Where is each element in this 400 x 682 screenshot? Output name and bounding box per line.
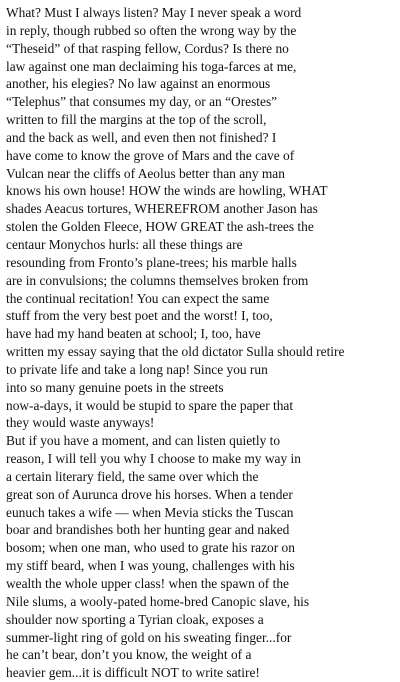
text-line: bosom; when one man, who used to grate his razor on bbox=[6, 540, 295, 556]
text-line: great son of Aurunca drove his horses. When a tender bbox=[6, 486, 293, 502]
text-line: centaur Monychos hurls: all these things are bbox=[6, 236, 243, 252]
text-line: written to fill the margins at the top of the scroll, bbox=[6, 112, 267, 128]
text-line: a certain literary field, the same over which the bbox=[6, 468, 259, 484]
text-line: knows his own house! HOW the winds are howling, WHAT bbox=[6, 183, 328, 199]
text-line: “Telephus” that consumes my day, or an “Orestes” bbox=[6, 94, 278, 110]
text-line: shoulder now sporting a Tyrian cloak, exposes a bbox=[6, 611, 264, 627]
text-line: and the back as well, and even then not finished? I bbox=[6, 129, 277, 145]
text-line: law against one man declaiming his toga-farces at me, bbox=[6, 58, 297, 74]
text-line: wealth the whole upper class! when the spawn of the bbox=[6, 576, 289, 591]
text-line: my stiff beard, when I was young, challenges with his bbox=[6, 558, 295, 574]
text-line: they would waste anyways! bbox=[6, 415, 155, 431]
text-line: now-a-days, it would be stupid to spare the paper that bbox=[6, 397, 294, 413]
text-line: the continual recitation! You can expect the same bbox=[6, 290, 270, 306]
text-line: boar and brandishes both her hunting gear and naked bbox=[6, 522, 290, 538]
text-line: written my essay saying that the old dictator Sulla should retire bbox=[6, 344, 345, 360]
text-line: eunuch takes a wife — when Mevia sticks the Tuscan bbox=[6, 504, 294, 520]
text-line: Nile slums, a wooly-pated home-bred Canopic slave, his bbox=[6, 593, 310, 609]
text-line: are in convulsions; the columns themselves broken from bbox=[6, 272, 309, 288]
text-line: have come to know the grove of Mars and the cave of bbox=[6, 147, 295, 163]
text-line: another, his elegies? No law against an enormous bbox=[6, 76, 271, 92]
text-line: have had my hand beaten at school; I, too, have bbox=[6, 326, 261, 342]
text-line: resounding from Fronto’s plane-trees; his marble halls bbox=[6, 254, 297, 270]
text-line: shades Aeacus tortures, WHEREFROM another Jason has bbox=[6, 201, 318, 217]
text-line: in reply, though rubbed so often the wrong way by the bbox=[6, 22, 297, 38]
text-line: summer-light ring of gold on his sweating finger...for bbox=[6, 629, 292, 645]
text-line: reason, I will tell you why I choose to make my way in bbox=[6, 451, 301, 467]
text-line: heavier gem...it is difficult NOT to write satire! bbox=[6, 665, 260, 681]
text-line: stuff from the very best poet and the worst! I, too, bbox=[6, 308, 273, 324]
text-line: he can’t bear, don’t you know, the weight of a bbox=[6, 647, 252, 663]
text-line: What? Must I always listen? May I never speak a word bbox=[6, 5, 302, 20]
text-line: But if you have a moment, and can listen quietly to bbox=[6, 433, 281, 449]
text-line: into so many genuine poets in the streets bbox=[6, 379, 224, 395]
text-line: Vulcan near the cliffs of Aeolus better than any man bbox=[6, 165, 285, 181]
text-line: to private life and take a long nap! Since you run bbox=[6, 361, 268, 377]
text-line: “Theseid” of that rasping fellow, Cordus? Is there no bbox=[6, 40, 289, 56]
text-line: stolen the Golden Fleece, HOW GREAT the ash-trees the bbox=[6, 219, 314, 235]
